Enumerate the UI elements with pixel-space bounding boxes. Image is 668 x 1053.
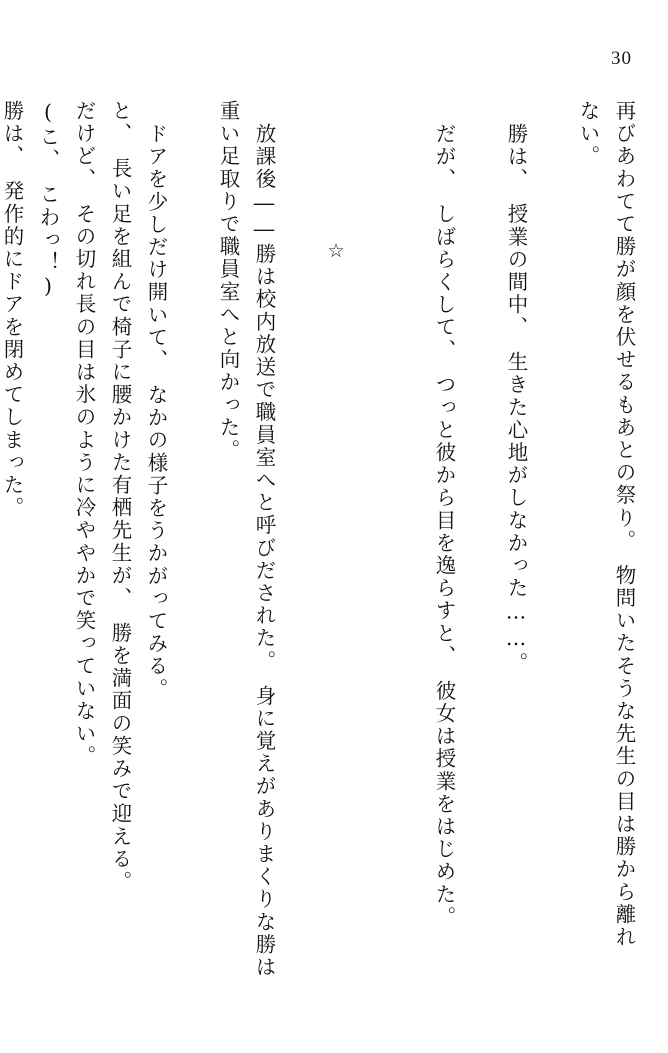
text-column: 放課後――勝は校内放送で職員室へと呼びだされた。 身に覚えがありまくりな勝は — [252, 123, 276, 979]
text-column-blank — [454, 100, 490, 1030]
page-number: 30 — [611, 48, 632, 69]
text-column-blank — [526, 100, 562, 1030]
text-column: だが、 しばらくして、 つっと彼から目を逸らすと、 彼女は授業をはじめた。 — [432, 123, 456, 929]
text-column: だけど、 その切れ長の目は氷のように冷ややかで笑っていない。 — [72, 100, 96, 768]
section-ornament: ☆ — [325, 240, 346, 262]
text-column-blank — [274, 100, 310, 1030]
text-column-blank — [166, 100, 202, 1030]
text-column: 再びあわてて勝が顔を伏せるもあとの祭り。 物問いたそうな先生の目は勝から離れ — [612, 100, 636, 949]
text-column-blank — [346, 100, 382, 1030]
text-column: ドアを少しだけ開いて、 なかの様子をうかがってみる。 — [144, 123, 168, 701]
text-column: 勝は、 発作的にドアを閉めてしまった。 — [0, 100, 24, 520]
text-column: 勝は、 授業の間中、 生きた心地がしなかった……。 — [504, 123, 528, 675]
text-column: 重い足取りで職員室へと向かった。 — [216, 100, 240, 462]
vertical-text-body — [0, 100, 636, 1030]
text-column: (こ、 こわっ！) — [36, 100, 60, 301]
text-column-blank — [382, 100, 418, 1030]
text-column: ない。 — [576, 100, 600, 168]
text-column: と、 長い足を組んで椅子に腰かけた有栖先生が、 勝を満面の笑みで迎える。 — [108, 100, 132, 894]
